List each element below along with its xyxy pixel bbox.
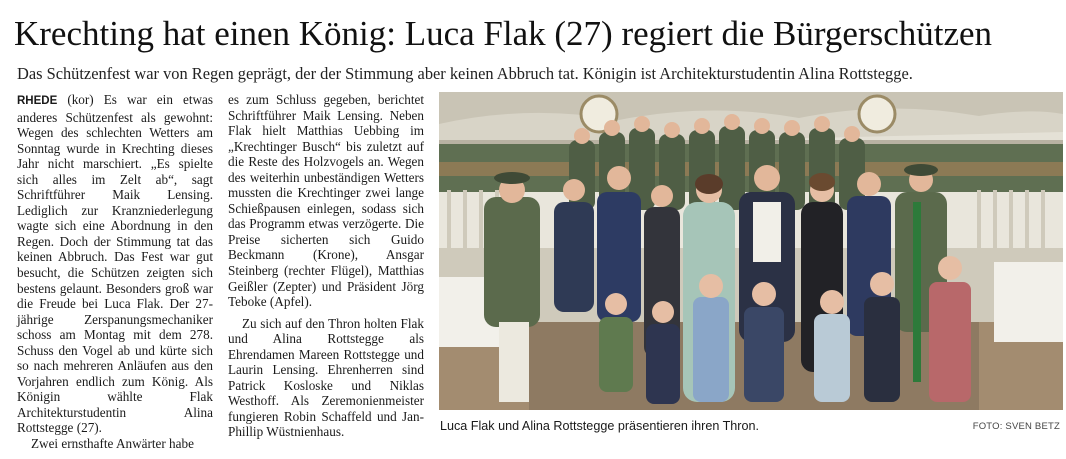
photo-credit: FOTO: SVEN BETZ	[972, 421, 1060, 432]
subheadline: Das Schützenfest war von Regen geprägt, der der Stimmung aber keinen Abbruch tat. Königin ist Architekturstudentin Alina Rottstegge.	[17, 64, 913, 83]
group-photo	[439, 92, 1063, 410]
article-paragraph-2-cont: es zum Schluss gegeben, berichtet Schriftführer Maik Lensing. Neben Flak hielt Matthias Uebbing im „Krechtinger Busch“ bis zuletzt auf die Reste des Holzvogels an. Wegen des weiterhin unbeständigen Wetters mussten die Krechtinger zwei lange Schießpausen einlegen, sodass sich das Programm etwas verzögerte. Die Preise sicherten sich Guido Beckmann (Krone), Ansgar Steinberg (rechter Flügel), Matthias Geißler (Zepter) und Präsident Jörg Teboke (Apfel).	[228, 92, 424, 310]
photo-caption: Luca Flak und Alina Rottstegge präsentieren ihren Thron.	[440, 419, 760, 433]
article-paragraph-3: Zu sich auf den Thron holten Flak und Alina Rottstegge als Ehrendamen Mareen Rottstegge und Laurin Lensing. Ehrenherren sind Patrick Kosloske und Niklas Westhoff. Als Zeremonienmeister fungieren Robin Schaffeld und Jan-Phillip Wüstnienhaus.	[228, 315, 424, 440]
article-column-1	[17, 92, 213, 452]
article-paragraph-1	[17, 92, 213, 436]
tent-group-photo-image	[439, 92, 1063, 410]
article-paragraph-2-start: Zwei ernsthafte Anwärter habe	[31, 436, 194, 452]
dateline: RHEDE	[17, 95, 58, 107]
byline: (kor)	[57, 92, 104, 107]
headline: Krechting hat einen König: Luca Flak (27) regiert die Bürgerschützen	[14, 14, 993, 53]
paragraph-text: Es war ein etwas anderes Schützenfest als gewohnt: Wegen des schlechten Wetters am Sonntag wurde in Krechting dieses Jahr nicht marschiert. „Es spielte sich alles im Zelt ab“, sagt Schriftführer Maik Lensing. Lediglich zur Kranzniederlegung wagte sich eine Abordnung in den Regen. Doch der Stimmung tat das keinen Abbruch. Das Fest war gut besucht, die Schützen zeigten sich bestens gelaunt. Besonders groß war die Freude bei Luca Flak. Der 27-jährige Zerspanungsmechaniker schoss am Montag mit dem 278. Schuss den Vogel ab und kürte sich so nach mehreren Anläufen aus den Vorjahren endlich zum König. Als Königin wählte Flak Architekturstudentin Alina Rottstegge (27).	[17, 92, 213, 436]
article-column-2	[228, 92, 424, 440]
